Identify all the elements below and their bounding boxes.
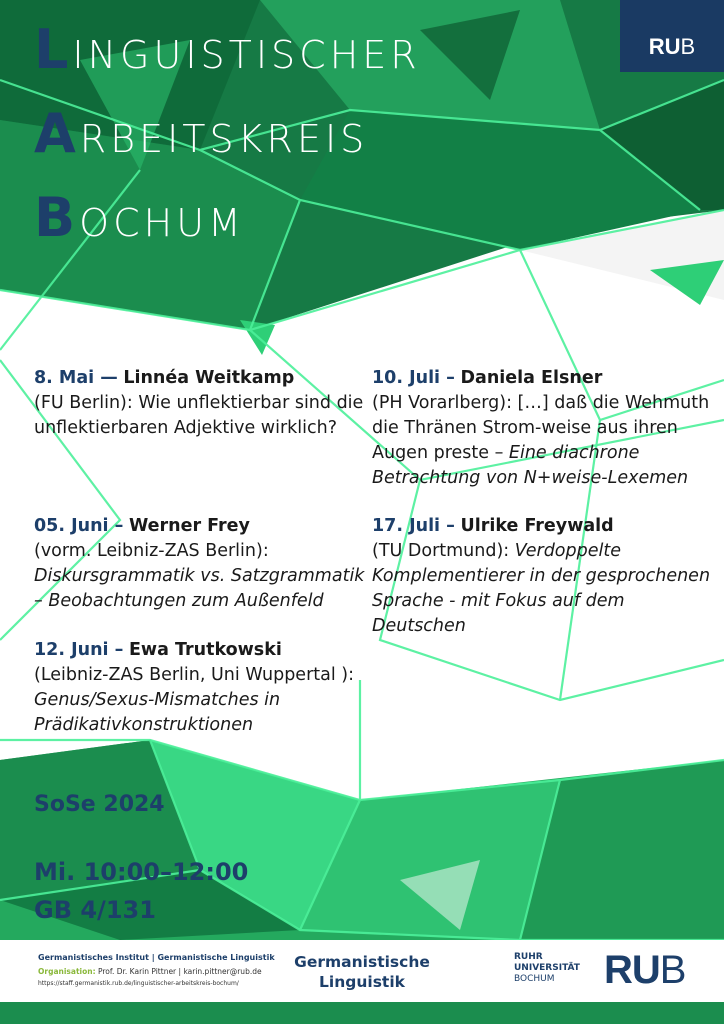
bg-shard [0,1002,724,1024]
rub-logo-bottom [604,948,685,993]
footer-organisation [38,967,262,976]
title-initial: L [34,18,73,81]
logo-text: RU [604,948,660,992]
event-speaker: Ulrike Freywald [460,516,614,536]
title-line-1 [34,18,421,81]
germ-line: Germanistische [294,953,430,971]
ruhr-university-name [514,952,580,985]
event-title: Genus/Sexus-Mismatches in Prädikativkonstruktionen [34,690,281,735]
logo-text: B [659,948,686,992]
rub-logo-top [620,0,724,72]
germanistische-linguistik-logo [284,952,440,992]
title-initial: B [34,186,80,249]
event-title: Verdoppelte Komplementierer in der gesprochenen Sprache - mit Fokus auf dem Deutschen [372,541,711,636]
semester-label: SoSe 2024 [34,792,165,817]
footer-institute: Germanistisches Institut | Germanistische Linguistik [38,953,275,962]
org-value[interactable]: Prof. Dr. Karin Pittner | karin.pittner@rub.de [97,967,262,976]
event-speaker: Linnéa Weitkamp [123,368,295,388]
event-affiliation: (Leibniz-ZAS Berlin, Uni Wuppertal ): [34,665,355,685]
footer [0,940,724,1002]
event-affiliation: (FU Berlin): Wie unflektierbar sind die unflektierbaren Adjektive wirklich? [34,393,364,438]
event-date: 10. Juli – [372,368,455,388]
event-date: 8. Mai — [34,368,118,388]
event-date: 12. Juni – [34,640,124,660]
event-date: 05. Juni – [34,516,124,536]
event-item [372,366,712,491]
event-affiliation: (TU Dortmund): [372,541,510,561]
event-speaker: Daniela Elsner [460,368,603,388]
title-rest: RBEITSKREIS [79,117,369,161]
event-item [372,514,712,639]
event-item [34,366,364,441]
title-initial: A [34,102,80,165]
title-line-2 [34,102,368,165]
ruhr-line: BOCHUM [514,974,555,984]
event-item [34,514,374,614]
logo-text: B [680,34,696,59]
footer-url[interactable]: https://staff.germanistik.rub.de/linguistischer-arbeitskreis-bochum/ [38,980,239,987]
event-title: Diskursgrammatik vs. Satzgrammatik – Beobachtungen zum Außenfeld [34,566,365,611]
event-date: 17. Juli – [372,516,455,536]
logo-text: RU [648,34,681,59]
germ-line: Linguistik [319,973,405,991]
event-affiliation: (vorm. Leibniz-ZAS Berlin): [34,541,269,561]
event-item [34,638,374,738]
title-rest: INGUISTISCHER [72,33,421,77]
org-label: Organisation: [38,967,96,976]
title-rest: OCHUM [79,201,245,245]
time-label: Mi. 10:00–12:00 [34,858,249,886]
ruhr-line: UNIVERSITÄT [514,963,580,973]
event-speaker: Ewa Trutkowski [128,640,282,660]
event-speaker: Werner Frey [128,516,250,536]
event-title: Eine diachrone Betrachtung von N+weise-Lexemen [372,443,689,488]
event-affiliation: (PH Vorarlberg): […] daß die Wehmuth die Thränen Strom-weise aus ihren Augen preste – [372,393,710,463]
ruhr-line: RUHR [514,952,543,962]
title-line-3 [34,186,245,249]
room-label: GB 4/131 [34,896,156,924]
